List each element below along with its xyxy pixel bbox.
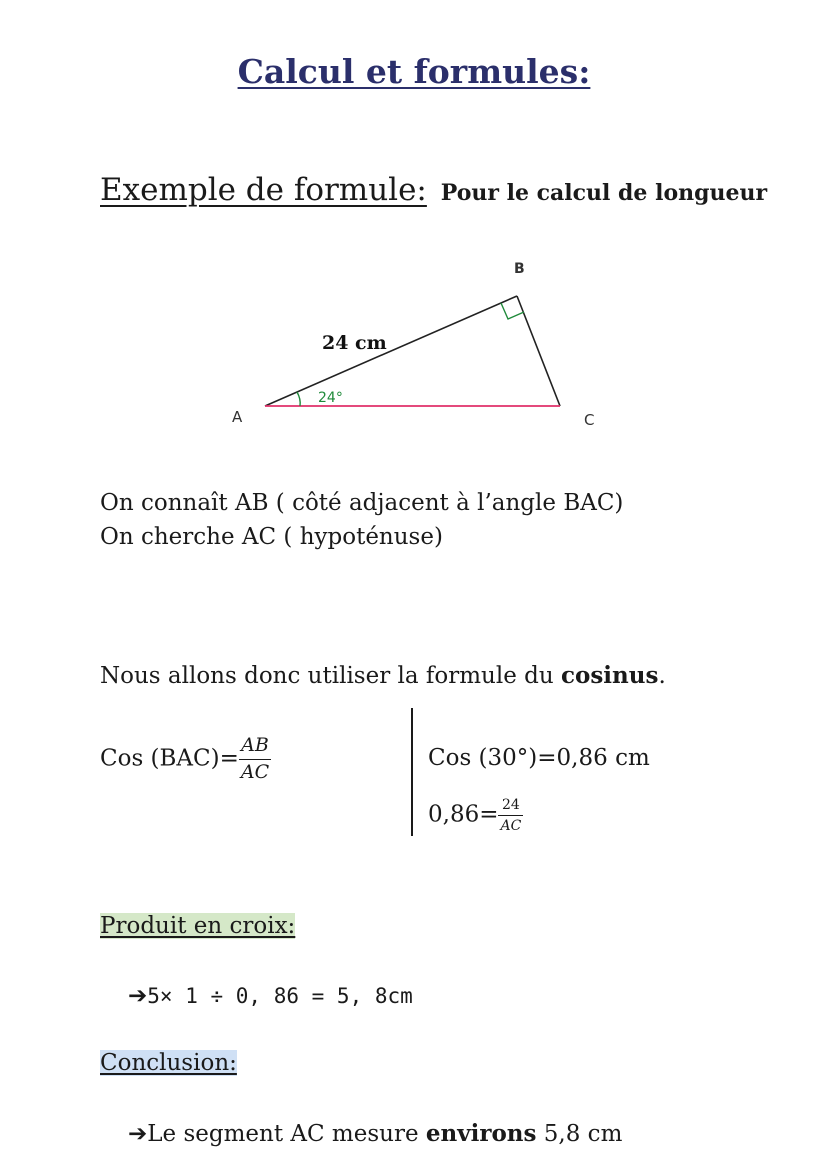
- conclusion-text: [128, 1120, 622, 1147]
- conclusion-heading: Conclusion:: [100, 1050, 237, 1076]
- ratio-equation: [428, 797, 523, 834]
- side-ab: [265, 296, 517, 406]
- page-title: Calcul et formules:: [237, 52, 591, 91]
- cosine-formula: [100, 735, 271, 784]
- conclusion-prefix: Le segment AC mesure: [147, 1121, 426, 1147]
- method-keyword: cosinus: [561, 662, 659, 689]
- vertex-b: B: [514, 261, 525, 277]
- method-text: [100, 662, 666, 689]
- example-heading-label: Exemple de formule:: [100, 172, 427, 208]
- cross-product-expression: 5× 1 ÷ 0, 86 = 5, 8cm: [147, 984, 413, 1008]
- example-subheading: Pour le calcul de longueur: [440, 180, 768, 206]
- known-side-text: On connaît AB ( côté adjacent à l’angle BAC): [100, 490, 624, 516]
- formula-numerator: AB: [239, 735, 271, 760]
- vertex-c: C: [584, 411, 595, 429]
- side-length-label: 24 cm: [322, 332, 387, 354]
- cosine-value: Cos (30°)=0,86 cm: [428, 745, 650, 771]
- conclusion-label: [100, 1050, 237, 1076]
- conclusion-bold: environs: [425, 1120, 537, 1147]
- conclusion-suffix: 5,8 cm: [536, 1121, 623, 1147]
- sought-side-text: On cherche AC ( hypoténuse): [100, 524, 443, 550]
- formula-fraction: [239, 735, 271, 784]
- angle-arc: [297, 392, 300, 406]
- method-suffix: .: [658, 663, 666, 689]
- cross-product-heading: Produit en croix:: [100, 913, 296, 939]
- vertical-divider: [411, 708, 413, 836]
- equation-fraction: [498, 797, 523, 834]
- vertex-a: A: [232, 408, 243, 426]
- method-prefix: Nous allons donc utiliser la formule du: [100, 663, 561, 689]
- cross-product-label: [100, 913, 295, 939]
- equation-lhs: 0,86=: [428, 801, 499, 828]
- angle-label: 24°: [318, 390, 343, 406]
- cross-product-result: [128, 983, 413, 1009]
- equation-denominator: AC: [500, 818, 522, 835]
- formula-denominator: AC: [240, 760, 270, 783]
- arrow-icon: ➔: [128, 983, 148, 1009]
- formula-lhs: Cos (BAC)=: [100, 745, 239, 772]
- equation-numerator: 24: [498, 797, 523, 816]
- example-heading: [100, 172, 767, 208]
- arrow-icon: ➔: [128, 1121, 148, 1147]
- triangle-figure: [220, 250, 620, 440]
